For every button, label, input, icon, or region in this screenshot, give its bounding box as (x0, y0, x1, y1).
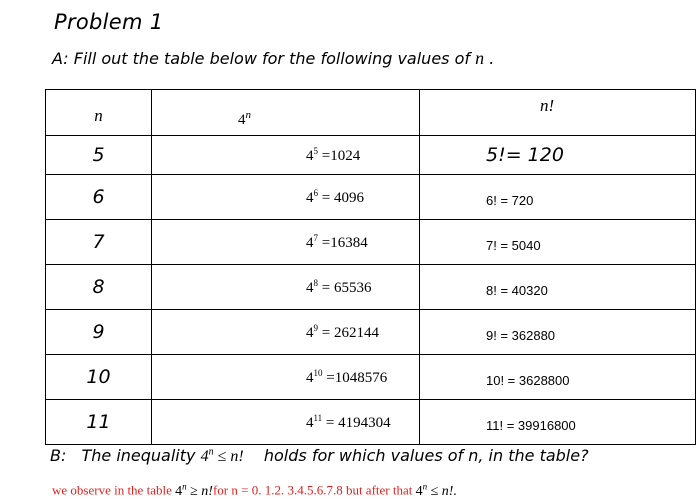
cell-power (152, 355, 420, 400)
part-b-text-after: holds for which values of n, in the table? (263, 446, 589, 465)
power-exponent: 10 (313, 367, 323, 378)
cell-power (152, 400, 420, 445)
header-power-exponent: n (245, 109, 251, 121)
header-power (152, 90, 420, 136)
cell-power (152, 220, 420, 265)
part-b-prompt (50, 446, 589, 466)
cell-factorial: 8! = 40320 (420, 265, 696, 310)
cell-power (152, 265, 420, 310)
power-exponent: 11 (313, 412, 323, 423)
cell-n: 7 (46, 220, 152, 265)
problem-title: Problem 1 (54, 10, 164, 34)
cell-factorial: 10! = 3628800 (420, 355, 696, 400)
power-exponent: 5 (313, 145, 318, 156)
table-header-row (46, 90, 696, 136)
answer-math-2 (415, 481, 457, 499)
part-a-text: Fill out the table below for the following values of (73, 49, 470, 68)
part-b-text-before: The inequality (81, 446, 196, 465)
power-base: 4 (306, 279, 314, 296)
power-value: = 262144 (318, 324, 379, 341)
header-factorial-text: n! (540, 96, 555, 115)
answer-math-1-relation: ≥ n! (186, 483, 213, 499)
cell-factorial: 11! = 39916800 (420, 400, 696, 445)
table-row (46, 355, 696, 400)
cell-n: 6 (46, 175, 152, 220)
part-a-label: A: (52, 49, 69, 68)
power-value: =1024 (318, 147, 361, 164)
values-table (45, 89, 696, 445)
cell-factorial: 6! = 720 (420, 175, 696, 220)
answer-math-2-exponent: n (422, 481, 428, 491)
header-factorial (420, 90, 696, 136)
cell-power (152, 136, 420, 175)
power-exponent: 6 (313, 187, 318, 198)
power-base: 4 (306, 147, 314, 164)
power-base: 4 (306, 324, 314, 341)
part-b-label: B: (50, 446, 67, 465)
header-power-base: 4 (238, 112, 246, 128)
power-value: = 4194304 (322, 414, 391, 431)
cell-factorial: 5!= 120 (420, 136, 696, 175)
header-n: n (46, 90, 152, 136)
power-value: = 4096 (318, 189, 364, 206)
power-exponent: 7 (313, 232, 318, 243)
cell-n: 5 (46, 136, 152, 175)
part-b-math-base: 4 (200, 448, 209, 465)
power-exponent: 8 (313, 277, 318, 288)
answer-math-2-relation: ≤ n!. (427, 483, 457, 499)
answer-text-2: for n = 0. 1.2. 3.4.5.6.7.8 but after that (212, 482, 413, 498)
power-base: 4 (306, 369, 314, 386)
part-b-math-exponent: n (208, 446, 214, 458)
part-a-prompt (52, 48, 494, 69)
part-a-end: . (489, 49, 495, 68)
answer-text-1: we observe in the table (52, 482, 172, 498)
table-row (46, 136, 696, 175)
power-exponent: 9 (313, 322, 318, 333)
table-row (46, 265, 696, 310)
table-row (46, 175, 696, 220)
cell-factorial: 9! = 362880 (420, 310, 696, 355)
part-b-math-relation: ≤ n! (213, 448, 244, 465)
cell-factorial: 7! = 5040 (420, 220, 696, 265)
cell-power (152, 175, 420, 220)
power-value: =16384 (318, 234, 368, 251)
power-value: =1048576 (322, 369, 388, 386)
power-base: 4 (306, 234, 314, 251)
cell-n: 9 (46, 310, 152, 355)
cell-n: 8 (46, 265, 152, 310)
power-value: = 65536 (318, 279, 372, 296)
part-b-inequality (201, 448, 244, 465)
answer-math-1-base: 4 (175, 483, 183, 499)
cell-power (152, 310, 420, 355)
table-row (46, 220, 696, 265)
answer-math-1-exponent: n (182, 481, 187, 491)
table-row (46, 400, 696, 445)
part-a-variable: n (475, 48, 485, 68)
power-base: 4 (306, 189, 314, 206)
cell-n: 11 (46, 400, 152, 445)
power-base: 4 (306, 414, 314, 431)
table-row (46, 310, 696, 355)
answer-math-1 (175, 481, 213, 499)
answer-math-2-base: 4 (415, 483, 423, 499)
cell-n: 10 (46, 355, 152, 400)
